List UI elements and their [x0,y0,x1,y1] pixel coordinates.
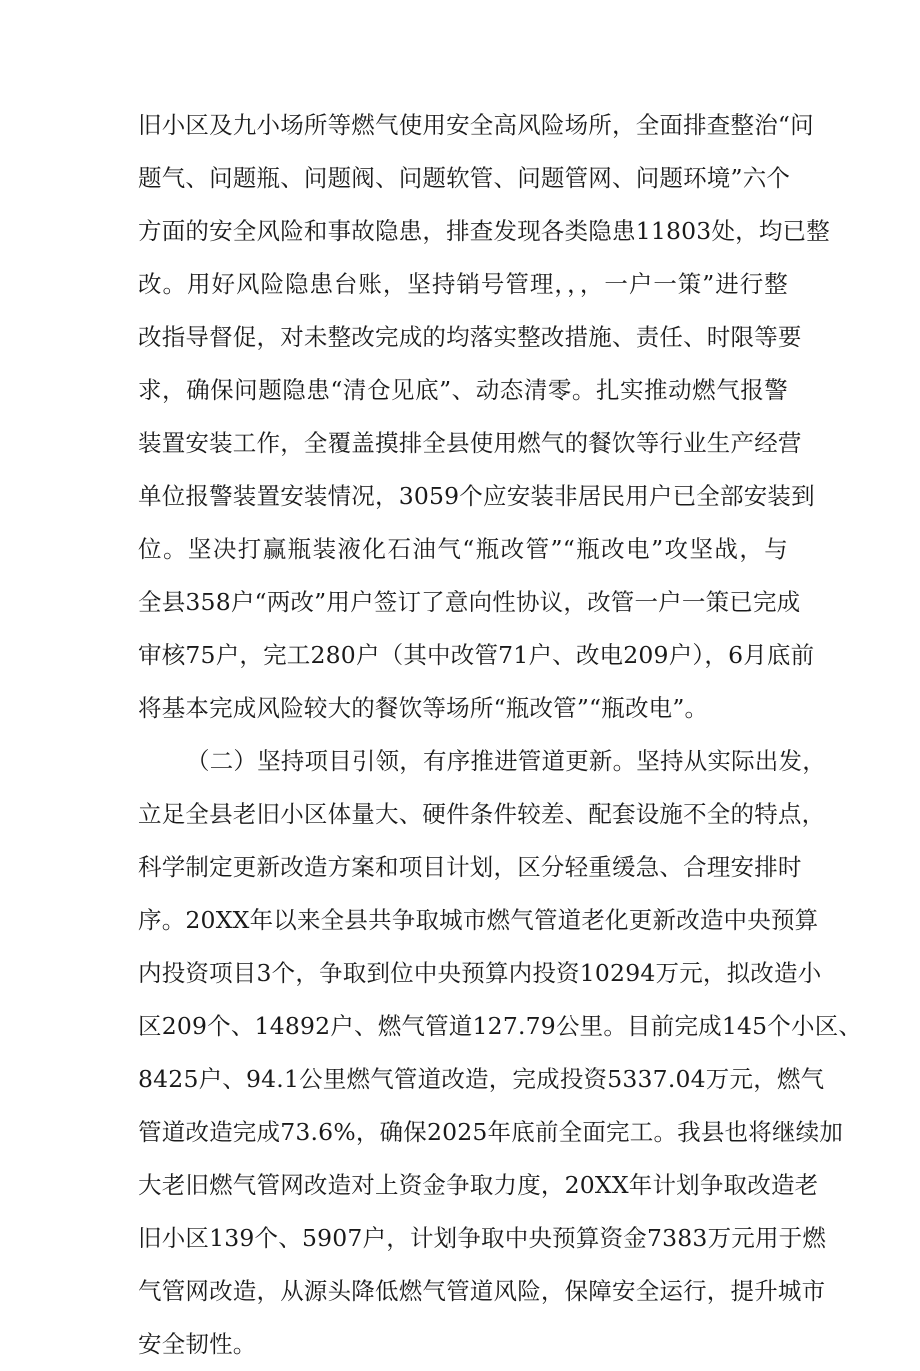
text-line: 管道改造完成73.6%，确保2025年底前全面完工。我县也将继续加 [138,1118,844,1146]
text-line: 立足全县老旧小区体量大、硬件条件较差、配套设施不全的特点， [138,800,826,828]
text-line: 改指导督促，对未整改完成的均落实整改措施、责任、时限等要 [138,323,802,351]
text-line: 全县358户“两改”用户签订了意向性协议，改管一户一策已完成 [138,588,801,616]
text-line: 安全韧性。 [138,1330,257,1358]
document-page [138,99,863,1371]
text-line: 旧小区及九小场所等燃气使用安全高风险场所，全面排查整治“问 [138,111,814,139]
text-line: 求，确保问题隐患“清仓见底”、动态清零。扎实推动燃气报警 [138,376,788,404]
text-line: 方面的安全风险和事故隐患，排查发现各类隐患11803处，均已整 [138,217,830,245]
text-line: 气管网改造，从源头降低燃气管道风险，保障安全运行，提升城市 [138,1277,826,1305]
section-heading-line: （二）坚持项目引领，有序推进管道更新。坚持从实际出发， [186,747,826,775]
paragraph-pipeline-renewal [138,735,863,1371]
text-line: 区209个、14892户、燃气管道127.79公里。目前完成145个小区、 [138,1012,863,1040]
text-line: 装置安装工作，全覆盖摸排全县使用燃气的餐饮等行业生产经营 [138,429,802,457]
text-line: 旧小区139个、5907户，计划争取中央预算资金7383万元用于燃 [138,1224,827,1252]
text-line: 大老旧燃气管网改造对上资金争取力度，20XX年计划争取改造老 [138,1171,819,1199]
text-line: 题气、问题瓶、问题阀、问题软管、问题管网、问题环境”六个 [138,164,791,192]
text-line: 8425户、94.1公里燃气管道改造，完成投资5337.04万元，燃气 [138,1065,825,1093]
text-line: 单位报警装置安装情况，3059个应安装非居民用户已全部安装到 [138,482,815,510]
text-line: 将基本完成风险较大的餐饮等场所“瓶改管”“瓶改电”。 [138,694,709,722]
text-line: 科学制定更新改造方案和项目计划，区分轻重缓急、合理安排时 [138,853,802,881]
text-line: 审核75户，完工280户（其中改管71户、改电209户），6月底前 [138,641,815,669]
paragraph-gas-safety-rectification [138,99,830,735]
text-line: 位。坚决打赢瓶装液化石油气“瓶改管”“瓶改电”攻坚战，与 [138,535,788,563]
text-line: 改。用好风险隐患台账，坚持销号管理，，，一户一策”进行整 [138,270,788,298]
text-line: 内投资项目3个，争取到位中央预算内投资10294万元，拟改造小 [138,959,822,987]
text-line: 序。20XX年以来全县共争取城市燃气管道老化更新改造中央预算 [138,906,819,934]
